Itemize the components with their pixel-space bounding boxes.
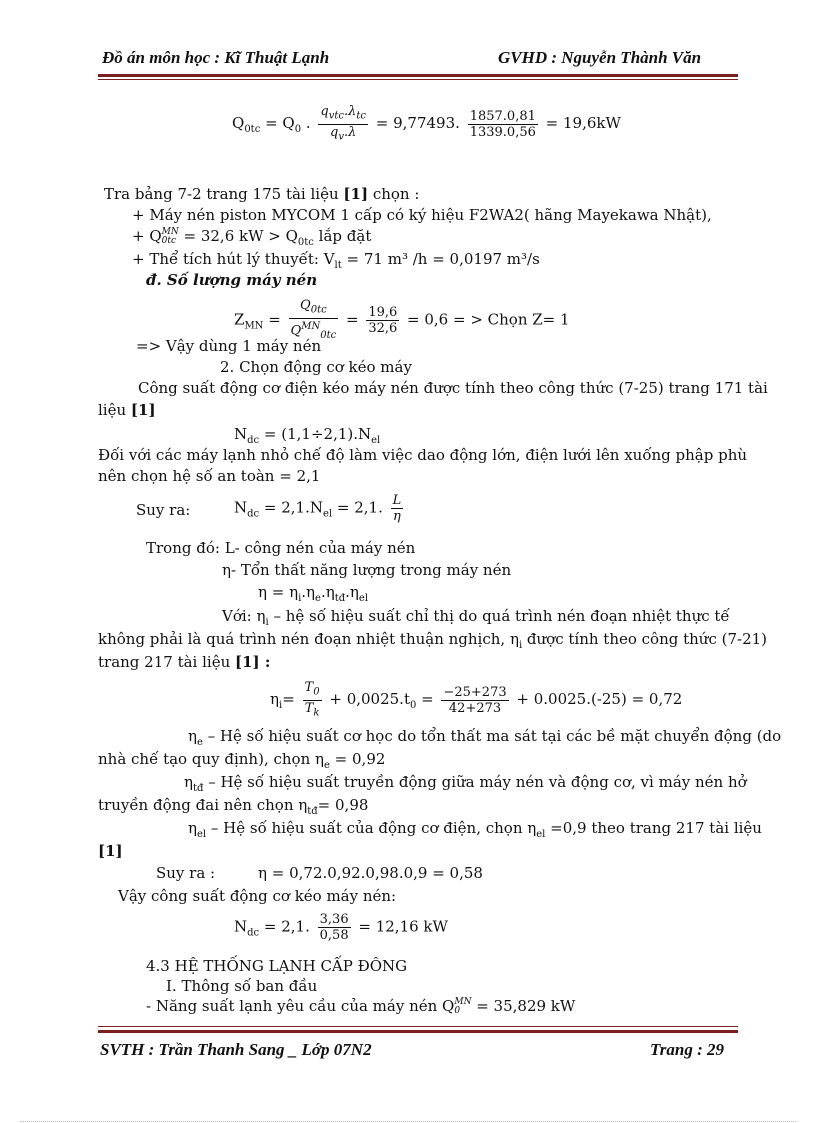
- paragraph-eta-td-choice: truyền động đai nên chọn $\eta_{tđ}= 0,98$: [98, 796, 369, 817]
- fraction-values: $\frac{1857.0,81}{1339.0,56}$: [469, 108, 536, 140]
- fraction-l-over-eta: $\frac{L}{\eta}$: [392, 493, 402, 524]
- footer-rule-thick: [98, 1030, 738, 1033]
- paragraph-eta-e: $\eta_e$ – Hệ số hiệu suất cơ học do tổn thất ma sát tại các bề mặt chuyển động (do: [188, 727, 782, 748]
- equation-ndc-final: $N_{dc} = 2,1$. $\frac{3,36}{0,58}$ = 12,16 kW: [234, 912, 448, 943]
- heading-motor: 2. Chọn động cơ kéo máy: [220, 358, 412, 376]
- paragraph-q0tc-mn: + Q MN 0tc = 32,6 kW > $Q_{0tc}$ lắp đặt: [132, 227, 372, 248]
- paragraph-reference: liệu [1]: [98, 401, 156, 419]
- fraction-z-values: $\frac{19,6}{32,6}$: [368, 304, 398, 336]
- footer-right: Trang : 29: [650, 1040, 724, 1059]
- paragraph-eta-td: $\eta_{tđ}$ – Hệ số hiệu suất truyền động giữa máy nén và động cơ, vì máy nén hở: [184, 773, 747, 794]
- paragraph-ref-1: [1]: [98, 842, 123, 860]
- header-left: Đồ án môn học : Kĩ Thuật Lạnh: [102, 48, 330, 67]
- paragraph-where-l: Trong đó: L- công nén của máy nén: [146, 539, 416, 557]
- paragraph-eta-el: $\eta_{el}$ – Hệ số hiệu suất của động cơ điện, chọn $\eta_{el} =0,9$ theo trang 217 tài liệu: [188, 819, 762, 840]
- equation-eta-product: $\eta = \eta_i.\eta_e.\eta_{tđ}.\eta_{el}$: [258, 583, 369, 604]
- header-rule-thin: [98, 79, 738, 80]
- label-suy-ra-1: Suy ra:: [136, 501, 191, 519]
- paragraph-eta-e-choice: nhà chế tạo quy định), chọn $\eta_e = 0,92$: [98, 750, 386, 771]
- footer-left: SVTH : Trần Thanh Sang _ Lớp 07N2: [100, 1040, 372, 1059]
- fraction-final: $\frac{3,36}{0,58}$: [319, 912, 349, 943]
- paragraph-eta-loss: η- Tổn thất năng lượng trong máy nén: [222, 561, 512, 579]
- paragraph-cooling-capacity: - Năng suất lạnh yêu cầu của máy nén Q MN 0 = 35,829 kW: [146, 997, 576, 1016]
- equation-q0tc: $Q_{0tc} = Q_0$ . $\frac{q_{vtc}.\lambda_{tc}}{q_v.\lambda}$ = 9,77493. $\frac{1857.0,81}{1339.0,56}$ = 19,6kW: [232, 104, 621, 143]
- paragraph-power-formula: Công suất động cơ điện kéo máy nén được tính theo công thức (7-25) trang 171 tài: [138, 379, 768, 397]
- equation-ndc-range: $N_{dc} = (1,1\div 2,1).N_{el}$: [234, 425, 381, 446]
- paragraph-motor-power: Vậy công suất động cơ kéo máy nén:: [118, 887, 397, 905]
- equation-z: $Z_{MN}$ = $\frac{Q_{0tc}}{Q^{MN}_{0tc}}$ = $\frac{19,6}{32,6}$ = 0,6 = > Chọn Z= 1: [234, 298, 570, 341]
- header-right: GVHD : Nguyễn Thành Văn: [498, 48, 702, 67]
- heading-compressor-count: đ. Số lượng máy nén: [146, 271, 318, 289]
- header-rule-thick: [98, 74, 738, 77]
- fraction-t0-over-tk: $\frac{T_0}{T_k}$: [304, 680, 320, 719]
- label-suy-ra-2: Suy ra :: [156, 864, 216, 882]
- equation-ndc: $N_{dc} = 2,1.N_{el} = 2,1$. $\frac{L}{\eta}$: [234, 493, 402, 524]
- fraction-q-over-qmn: $\frac{Q_{0tc}}{Q^{MN}_{0tc}}$: [290, 298, 337, 341]
- paragraph-use-one: => Vậy dùng 1 máy nén: [136, 337, 322, 355]
- paragraph-safety-factor: nên chọn hệ số an toàn = 2,1: [98, 467, 321, 485]
- bottom-dotted-border: [20, 1121, 796, 1122]
- section-heading-4-3: 4.3 HỆ THỐNG LẠNH CẤP ĐÔNG: [146, 957, 408, 975]
- equation-eta-value: η = 0,72.0,92.0,98.0,9 = 0,58: [258, 864, 483, 882]
- paragraph-volume: + Thể tích hút lý thuyết: $V_{lt} = 71$ m³ /h = 0,0197 m³/s: [132, 250, 540, 271]
- fraction-q-ratio: $\frac{q_{vtc}.\lambda_{tc}}{q_v.\lambda}$: [320, 104, 367, 143]
- paragraph-page-ref: trang 217 tài liệu [1] :: [98, 653, 271, 671]
- paragraph-small-machines: Đối với các máy lạnh nhỏ chế độ làm việc dao động lớn, điện lưới lên xuống phập phù: [98, 446, 748, 464]
- paragraph-compressor-model: + Máy nén piston MYCOM 1 cấp có ký hiệu F2WA2( hãng Mayekawa Nhật),: [132, 206, 712, 224]
- paragraph-eta-i: Với: $\eta_i$ – hệ số hiệu suất chỉ thị do quá trình nén đoạn nhiệt thực tế: [222, 607, 730, 628]
- footer-rule-thin: [98, 1026, 738, 1027]
- equation-eta-i: $\eta_i=$ $\frac{T_0}{T_k}$ + $0,0025.t_0$ = $\frac{-25+273}{42+273}$ + 0.0025.(-25) = 0,72: [270, 680, 683, 719]
- fraction-temperatures: $\frac{-25+273}{42+273}$: [443, 684, 507, 716]
- subsection-initial-params: I. Thông số ban đầu: [166, 977, 318, 995]
- paragraph-tra-bang: Tra bảng 7-2 trang 175 tài liệu [1] chọn :: [104, 185, 420, 203]
- paragraph-non-reversible: không phải là quá trình nén đoạn nhiệt thuận nghịch, $\eta_i$ được tính theo công thức (7-21): [98, 630, 768, 651]
